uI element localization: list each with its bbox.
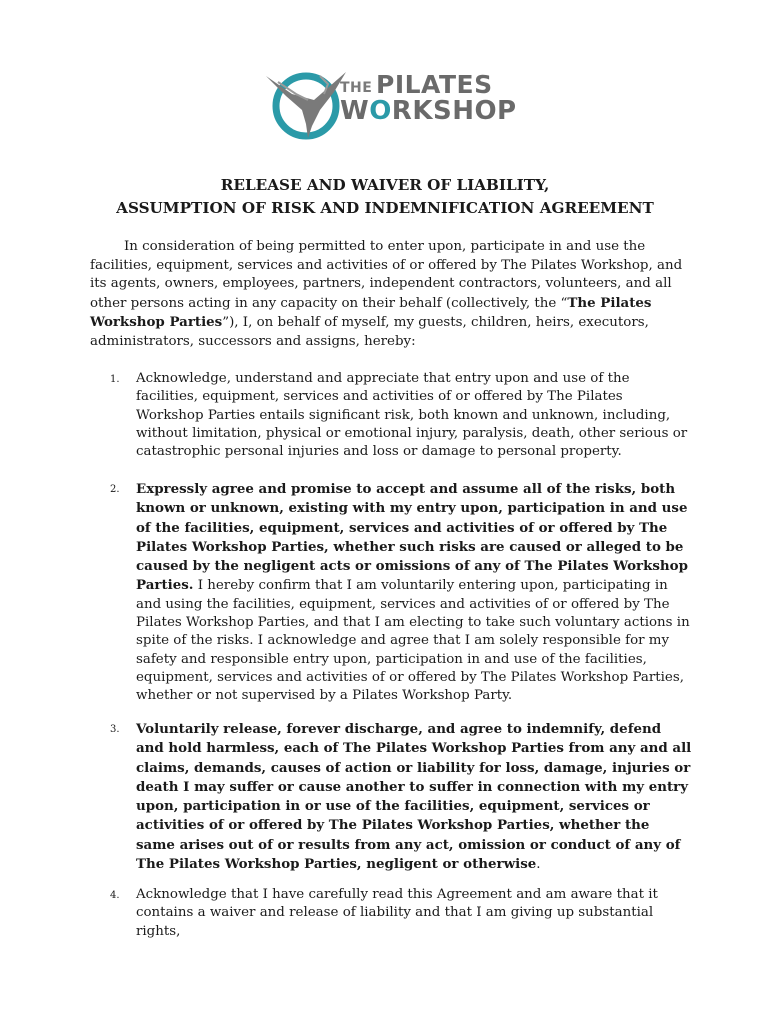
logo-pilates: PILATES (376, 70, 493, 99)
pilates-workshop-logo (262, 64, 517, 144)
list-item: 4. Acknowledge that I have carefully read this Agreement and am aware that it contains a waiver and release of liability and that I am giving up substantial rights, (110, 887, 658, 939)
list-item: 1. Acknowledge, understand and appreciate that entry upon and use of the facilities, equipment, services and activities of or offered by The Pilates Workshop Parties entails significant risk, both known and unknown, including, without limitation, physical or emotional injury, paralysis, death, other serious or catastrophic personal injuries and loss or damage to personal property. (110, 371, 688, 460)
item-number: 1. (110, 374, 120, 385)
list-item: 2. Expressly agree and promise to accept and assume all of the risks, both known or unknown, existing with my entry upon, participation in and use of the facilities, equipment, services and activities of or offered by The Pilates Workshop Parties, whether such risks are caused or alleged to be caused by the negligent acts or omissions of any of The Pilates Workshop Parties. I hereby confirm that I am voluntarily entering upon, participating in and using the facilities, equipment, services and activities of or offered by The Pilates Workshop Parties, and that I am electing to take such voluntary actions in spite of the risks. I acknowledge and agree that I am solely responsible for my safety and responsible entry upon, participation in and use of the facilities, equipment, services and activities of or offered by The Pilates Workshop Parties, whether or not supervised by a Pilates Workshop Party. (110, 481, 690, 704)
pilates-figure-icon (262, 64, 352, 142)
title-line-2: ASSUMPTION OF RISK AND INDEMNIFICATION AGREEMENT (116, 199, 654, 217)
title-line-1: RELEASE AND WAIVER OF LIABILITY, (220, 176, 550, 194)
intro-paragraph: In consideration of being permitted to enter upon, participate in and use the facilities, equipment, services and activities of or offered by The Pilates Workshop, and its agents, owners, employees, partners, independent contractors, volunteers, and all other persons acting in any capacity on their behalf (collectively, the “The Pilates Workshop Parties”), I, on behalf of myself, my guests, children, heirs, executors, administrators, successors and assigns, hereby: (90, 239, 683, 349)
item-number: 4. (110, 890, 120, 901)
logo-the: THE (340, 80, 373, 96)
item-number: 3. (110, 724, 120, 735)
item-number: 2. (110, 484, 120, 495)
list-item: 3. Voluntarily release, forever discharge, and agree to indemnify, defend and hold harmless, each of The Pilates Workshop Parties from any and all claims, demands, causes of action or liability for loss, damage, injuries or death I may suffer or cause another to suffer in connection with my entry upon, participation in or use of the facilities, equipment, services or activities of or offered by The Pilates Workshop Parties, whether the same arises out of or results from any act, omission or conduct of any of The Pilates Workshop Parties, negligent or otherwise. (110, 721, 692, 873)
logo-workshop: WORKSHOP (340, 96, 517, 126)
